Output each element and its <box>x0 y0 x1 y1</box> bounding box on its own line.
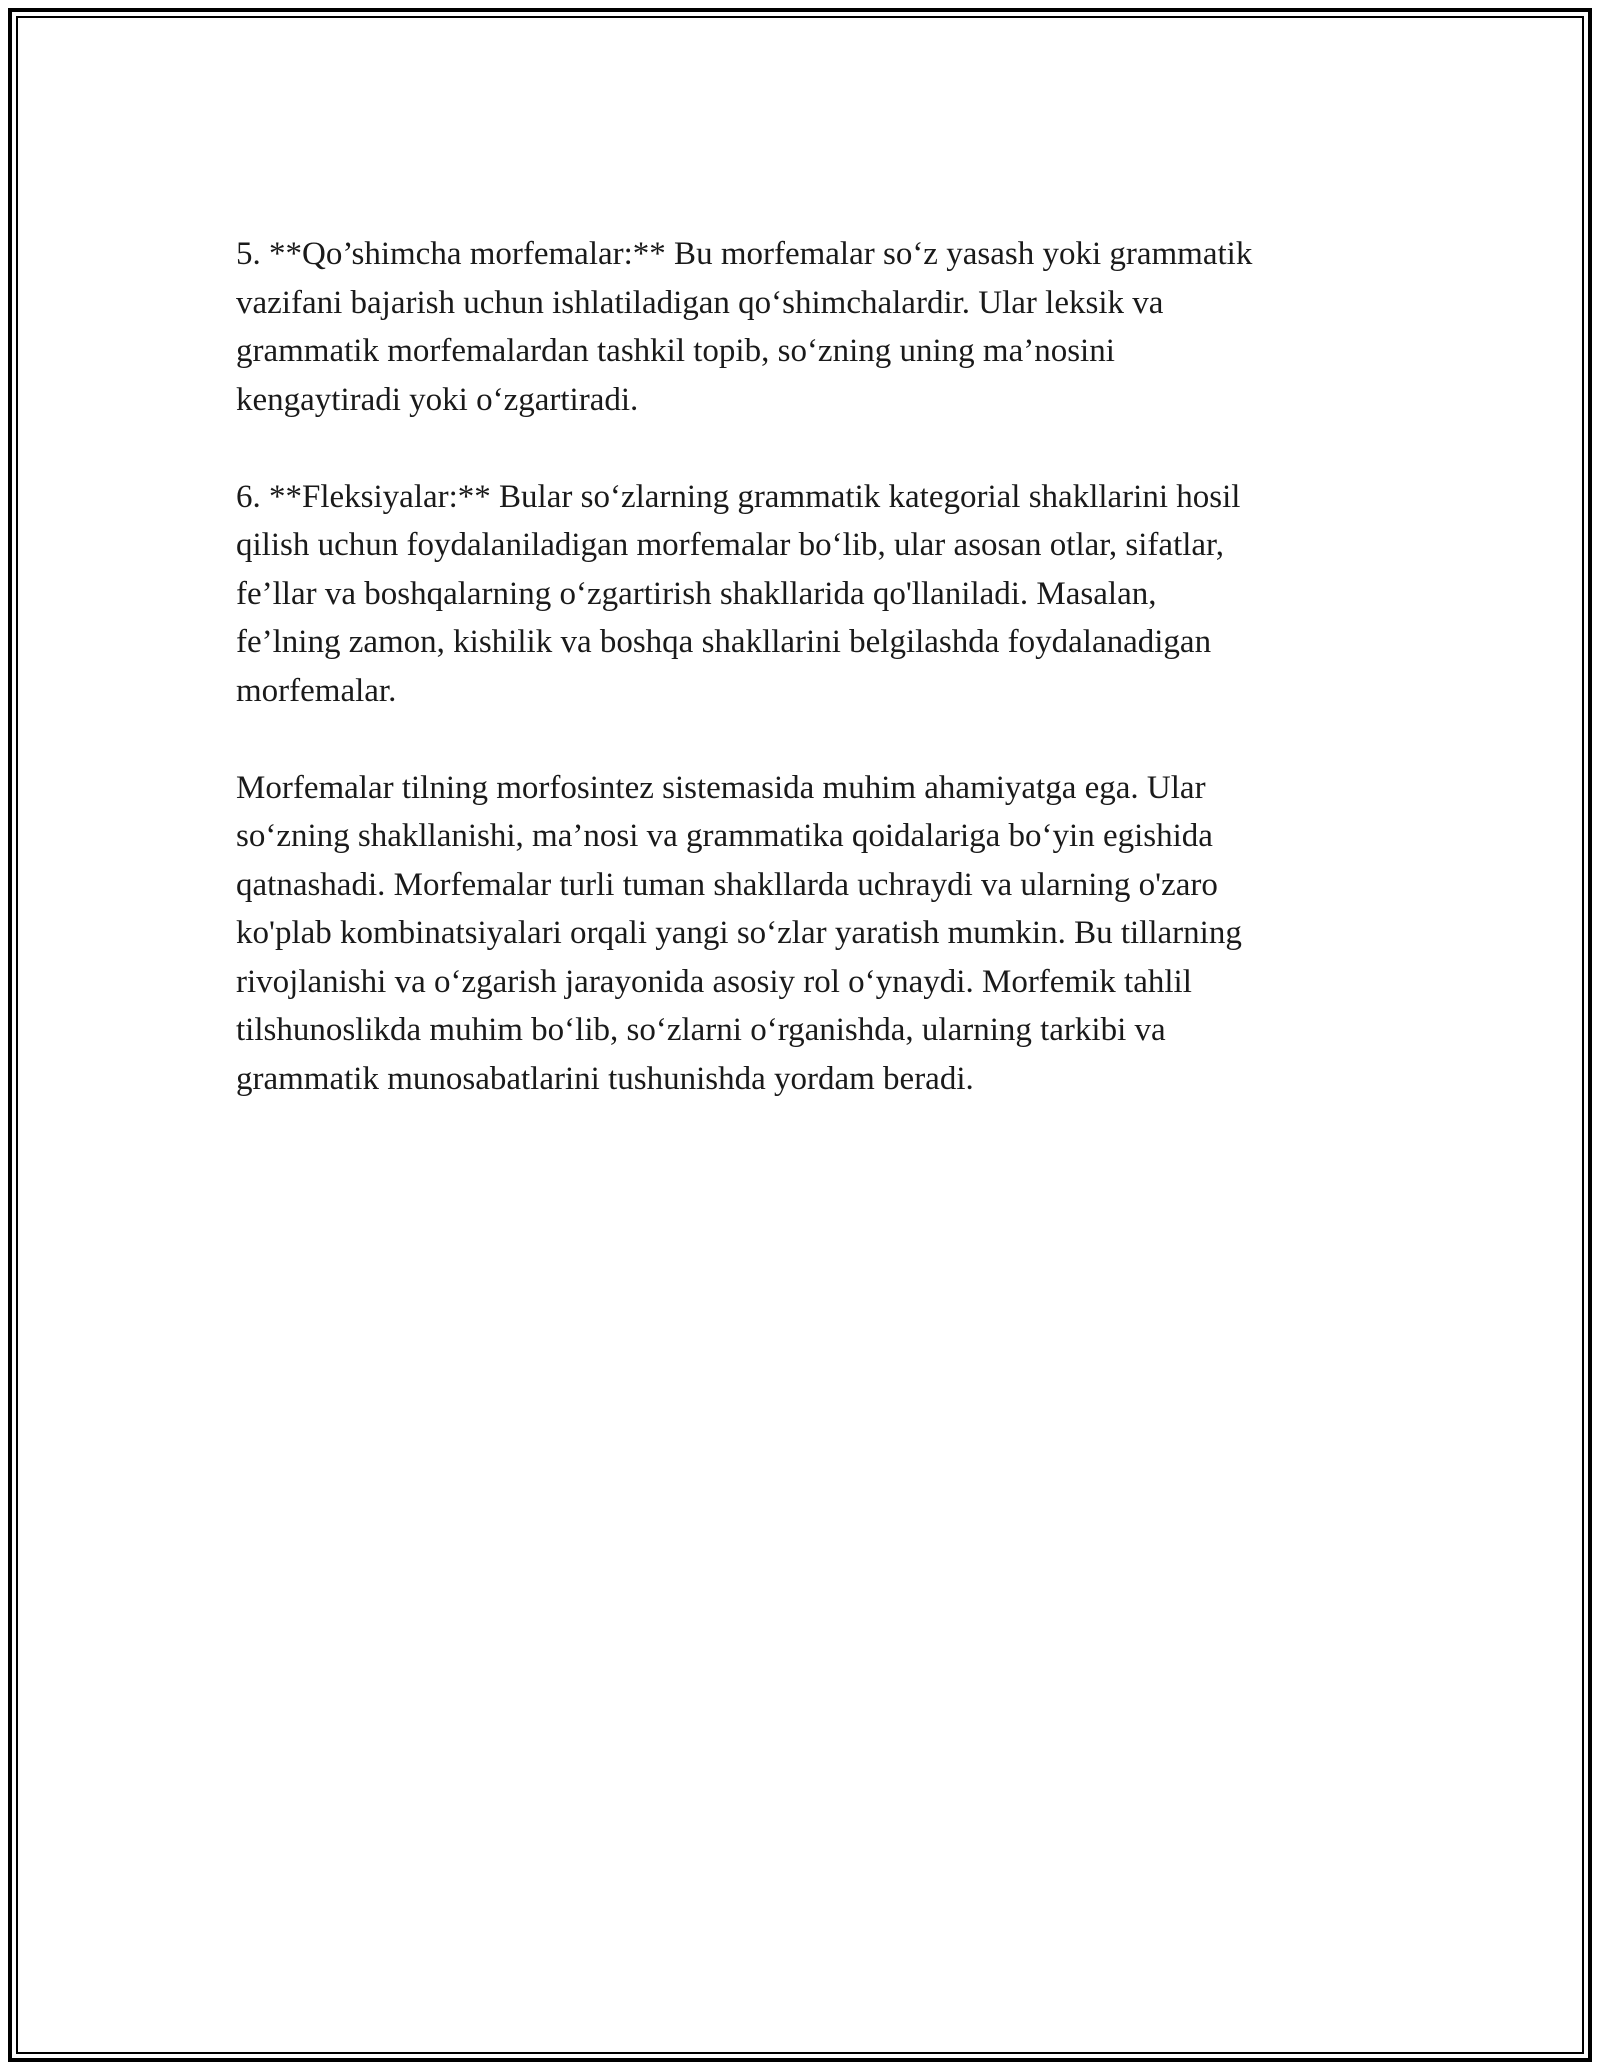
document-body <box>236 230 1376 1152</box>
paragraph-fleksiyalar: 6. **Fleksiyalar:** Bular so‘zlarning grammatik kategorial shakllarini hosil qilish uchun foydalaniladigan morfemalar bo‘lib, ular asosan otlar, sifatlar, fe’llar va boshqalarning o‘zgartirish shakllarida qo'llaniladi. Masalan, fe’lning zamon, kishilik va boshqa shakllarini belgilashda foydalanadigan morfemalar. <box>236 478 1241 709</box>
paragraph-conclusion: Morfemalar tilning morfosintez sistemasida muhim ahamiyatga ega. Ular so‘zning shakllanishi, ma’nosi va grammatika qoidalariga bo‘yin egishida qatnashadi. Morfemalar turli tuman shakllarda uchraydi va ularning o'zaro ko'plab kombinatsiyalari orqali yangi so‘zlar yaratish mumkin. Bu tillarning rivojlanishi va o‘zgarish jarayonida asosiy rol o‘ynaydi. Morfemik tahlil tilshunoslikda muhim bo‘lib, so‘zlarni o‘rganishda, ularning tarkibi va grammatik munosabatlarini tushunishda yordam beradi. <box>236 769 1242 1097</box>
paragraph-qoshimcha-morfemalar: 5. **Qo’shimcha morfemalar:** Bu morfemalar so‘z yasash yoki grammatik vazifani bajarish uchun ishlatiladigan qo‘shimchalardir. Ular leksik va grammatik morfemalardan tashkil topib, so‘zning uning ma’nosini kengaytiradi yoki o‘zgartiradi. <box>236 236 1253 418</box>
